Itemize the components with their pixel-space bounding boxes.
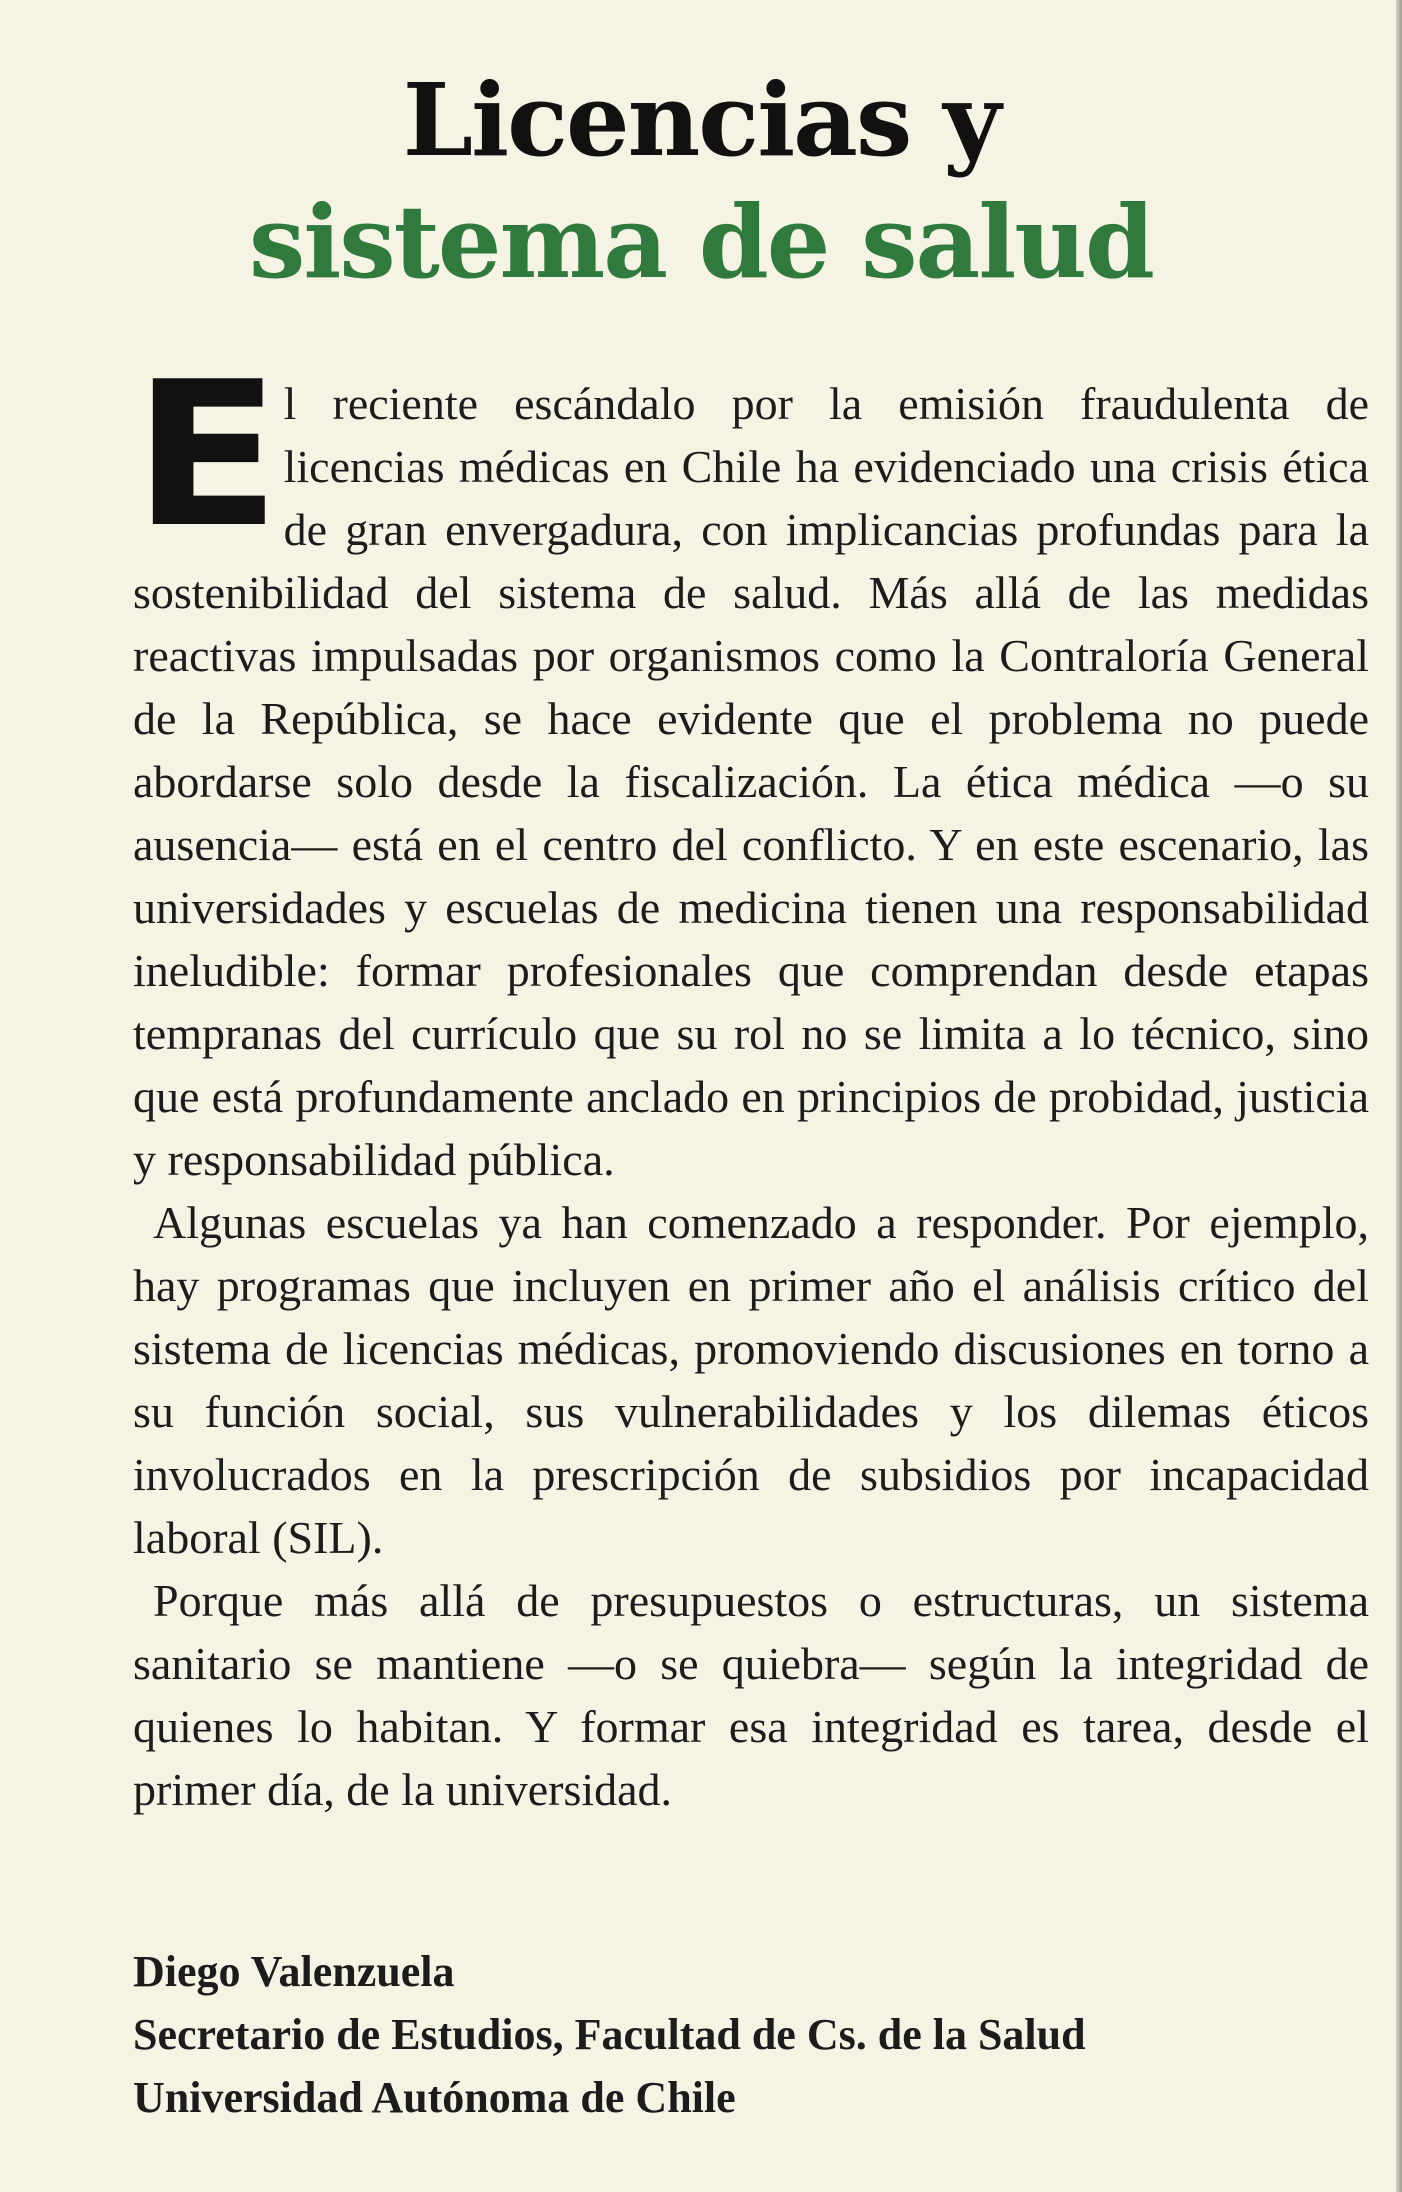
author-name: Diego Valenzuela — [133, 1947, 455, 1996]
article-body — [133, 339, 1369, 1821]
article-paragraph-2: Algunas escuelas ya han comenzado a responder. Por ejemplo, hay programas que incluyen en primer año el análisis crítico del sistema de licencias médicas, promoviendo discusiones en torno a su función social, sus vulnerabilidades y los dilemas éticos involucrados en la prescripción de subsidios por incapacidad laboral (SIL). — [133, 1197, 1369, 1563]
article-paragraph-3: Porque más allá de presupuestos o estructuras, un sistema sanitario se mantiene —o se quiebra— según la integridad de quienes lo habitan. Y formar esa integridad es tarea, desde el primer día, de la universidad. — [133, 1575, 1369, 1815]
author-institution: Universidad Autónoma de Chile — [133, 2073, 736, 2122]
headline-line-1: Licencias y — [402, 61, 1000, 179]
drop-cap: E — [133, 339, 281, 572]
author-position: Secretario de Estudios, Facultad de Cs. de la Salud — [133, 2010, 1086, 2059]
article-paragraph-1-text: l reciente escándalo por la emisión fraudulenta de licencias médicas en Chile ha evidenciado una crisis ética de gran envergadura, con implicancias profundas para la sostenibilidad del sistema de salud. Más allá de las medidas reactivas impulsadas por organismos como la Contraloría General de la República, se hace evidente que el problema no puede abordarse solo desde la fiscalización. La ética médica —o su ausencia— está en el centro del conflicto. Y en este escenario, las universidades y escuelas de medicina tienen una responsabilidad ineludible: formar profesionales que comprendan desde etapas tempranas del currículo que su rol no se limita a lo técnico, sino que está profundamente anclado en principios de probidad, justicia y responsabilidad pública. — [133, 378, 1369, 1185]
author-byline — [133, 1940, 1369, 2129]
headline-line-2: sistema de salud — [249, 183, 1153, 301]
article-paragraph-1 — [133, 339, 1369, 1191]
page-edge-shadow — [1396, 0, 1402, 2192]
